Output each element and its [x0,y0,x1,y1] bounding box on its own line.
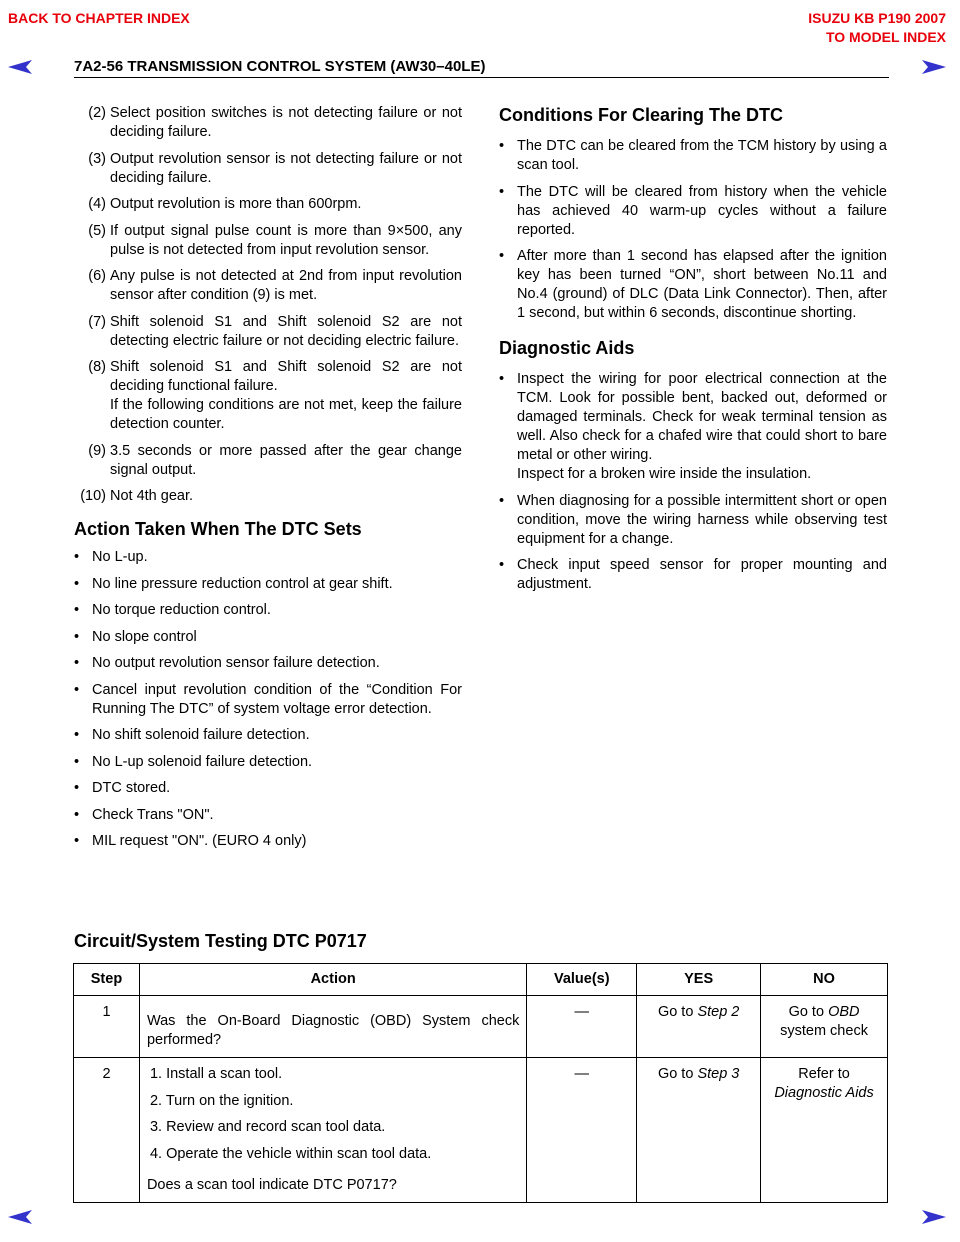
clearing-item [499,137,887,175]
condition-number: (6) [88,268,106,284]
substep: 3. Review and record scan tool data. [149,1119,386,1135]
step-no [761,996,888,1058]
bullet: • [499,248,505,264]
action-item [74,601,462,620]
condition-number: (7) [88,313,106,330]
step-action [139,1058,526,1203]
condition-item [68,487,462,506]
circuit-testing-heading: Circuit/System Testing DTC P0717 [74,931,367,951]
no-diagnostic-aids-link[interactable]: Diagnostic Aids [774,1085,874,1101]
bullet: • [499,557,505,573]
aids-text: When diagnosing for a possible intermittent short or open condition, move the wiring harness while observing test equipment for a change. [517,492,887,547]
action-text: Cancel input revolution condition of the “Condition For Running The DTC” of system voltage error detection. [92,681,462,717]
clearing-text: After more than 1 second has elapsed after the ignition key has been turned “ON”, short between No.11 and No.4 (ground) of DLC (Data Link Connector). Then, after 1 second, but within 6 seconds, discontinue shorting. [517,248,887,321]
condition-number: (2) [88,105,106,121]
aids-item [499,556,887,594]
yes-step-link[interactable]: Step 3 [697,1066,740,1082]
condition-text: Output revolution is more than 600rpm. [110,196,362,212]
bullet: • [74,575,80,592]
condition-item [74,195,462,214]
action-item [74,654,462,673]
substep: 4. Operate the vehicle within scan tool data. [149,1145,432,1162]
no-suffix: system check [780,1023,868,1039]
yes-prefix: Go to [657,1004,694,1020]
aids-note: Inspect for a broken wire inside the insulation. [517,466,812,482]
action-item [74,575,462,594]
condition-text: Select position switches is not detecting failure or not deciding failure. [110,105,462,140]
yes-step-link[interactable]: Step 2 [697,1004,740,1020]
bullet: • [74,602,80,618]
bullet: • [499,492,505,509]
condition-item [74,150,462,188]
previous-page-arrow-icon[interactable] [8,1210,32,1224]
step-question: Was the On-Board Diagnostic (OBD) System check performed? [146,1013,520,1048]
page-header: 7A2-56 TRANSMISSION CONTROL SYSTEM (AW30–40LE) [74,58,486,75]
bullet: • [74,655,80,671]
yes-prefix: Go to [657,1066,694,1082]
condition-text: Any pulse is not detected at 2nd from input revolution sensor after condition (9) is met. [110,268,462,303]
bullet: • [74,628,80,645]
action-text: No L-up solenoid failure detection. [92,753,313,770]
previous-page-arrow-icon[interactable] [8,60,32,74]
substep: 2. Turn on the ignition. [149,1092,294,1109]
step-yes [637,996,761,1058]
bullet: • [74,549,80,565]
aids-item [499,370,887,484]
condition-item [74,267,462,305]
table-header-row [74,964,888,996]
no-prefix: Go to [788,1004,825,1020]
bullet: • [499,138,505,154]
condition-text: Shift solenoid S1 and Shift solenoid S2 are not deciding functional failure. [110,359,462,394]
bullet: • [74,806,80,823]
column-header-step: Step [74,964,140,996]
step-number: 2 [74,1058,140,1203]
condition-item [74,104,462,142]
step-value: — [527,1058,637,1203]
condition-text: Output revolution sensor is not detecting failure or not deciding failure. [110,150,462,186]
next-page-arrow-icon[interactable] [922,60,946,74]
condition-item [74,442,462,480]
column-header-no: NO [761,964,888,996]
bullet: • [499,183,505,200]
action-text: No torque reduction control. [92,602,271,618]
back-to-chapter-index-link[interactable]: BACK TO CHAPTER INDEX [8,10,190,26]
action-text: No shift solenoid failure detection. [92,727,310,743]
action-text: MIL request "ON". (EURO 4 only) [92,833,307,849]
action-text: Check Trans "ON". [92,806,214,823]
substep: 1. Install a scan tool. [149,1066,283,1082]
condition-item [74,222,462,260]
action-item [74,681,462,719]
condition-item [74,313,462,351]
no-prefix: Refer to [798,1066,850,1082]
action-item [74,832,462,851]
bullet: • [74,780,80,796]
column-header-values: Value(s) [527,964,637,996]
diagnostic-step-table [73,963,888,1203]
action-taken-heading: Action Taken When The DTC Sets [74,519,362,539]
bullet: • [74,753,80,770]
condition-text: Not 4th gear. [110,488,194,504]
clearing-text: The DTC can be cleared from the TCM history by using a scan tool. [517,138,887,173]
condition-text: 3.5 seconds or more passed after the gear change signal output. [110,442,462,478]
condition-text [110,358,462,434]
action-text: No slope control [92,628,197,645]
action-text: No line pressure reduction control at gear shift. [92,575,393,592]
clearing-text: The DTC will be cleared from history when the vehicle has achieved 40 warm-up cycles without a failure reported. [517,183,887,238]
action-item [74,548,462,567]
aids-text: Inspect the wiring for poor electrical connection at the TCM. Look for possible bent, backed out, deformed or damaged terminals. Check for weak terminal tension as well. Also check for a chafed wire that could short to bare metal or other wiring. [517,371,887,463]
left-column [74,104,462,859]
column-header-action: Action [139,964,526,996]
action-item [74,753,462,772]
bullet: • [499,371,505,387]
right-column [499,104,887,602]
condition-number: (5) [88,222,106,239]
step-action [139,996,526,1058]
bullet: • [74,727,80,743]
action-text: No output revolution sensor failure detection. [92,655,380,671]
action-text: DTC stored. [92,780,171,796]
step-yes [637,1058,761,1203]
bullet: • [74,681,80,698]
table-row [74,996,888,1058]
step-value: — [527,996,637,1058]
action-item [74,806,462,825]
condition-number: (9) [88,442,106,459]
condition-number: (10) [80,488,106,504]
condition-note: If the following conditions are not met, keep the failure detection counter. [110,397,462,432]
step-no [761,1058,888,1203]
condition-number: (3) [88,150,106,167]
condition-text: Shift solenoid S1 and Shift solenoid S2 are not detecting electric failure or not deciding electric failure. [110,313,462,349]
bullet: • [74,833,80,849]
action-item [74,726,462,745]
step-number: 1 [74,996,140,1058]
aids-text: Check input speed sensor for proper mounting and adjustment. [517,557,887,592]
condition-text: If output signal pulse count is more than 9×500, any pulse is not detected from input revolution sensor. [110,222,462,258]
condition-number: (8) [88,359,106,375]
condition-item [74,358,462,434]
action-item [74,628,462,647]
model-title-link[interactable]: ISUZU KB P190 2007 [808,10,946,26]
header-divider [74,77,889,78]
column-header-yes: YES [637,964,761,996]
clearing-item [499,183,887,240]
action-item [74,779,462,798]
diagnostic-aids-heading: Diagnostic Aids [499,338,635,358]
next-page-arrow-icon[interactable] [922,1210,946,1224]
condition-number: (4) [88,196,106,212]
action-text: No L-up. [92,549,148,565]
step-question: Does a scan tool indicate DTC P0717? [146,1176,397,1193]
model-index-link[interactable]: TO MODEL INDEX [825,29,946,45]
no-obd-link[interactable]: OBD [828,1004,860,1020]
clearing-item [499,247,887,323]
aids-text-block [517,370,887,484]
clearing-dtc-heading: Conditions For Clearing The DTC [499,105,783,125]
table-row [74,1058,888,1203]
aids-item [499,492,887,549]
